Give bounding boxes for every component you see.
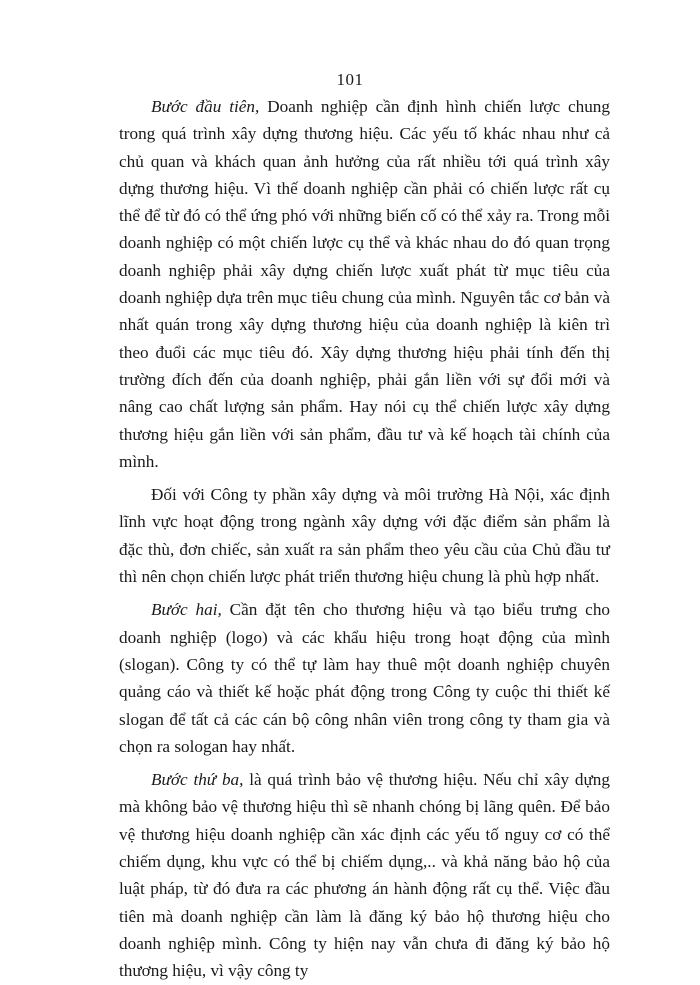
paragraph-step-one — [119, 93, 610, 475]
paragraph-text: là quá trình bảo vệ thương hiệu. Nếu chỉ xây dựng mà không bảo vệ thương hiệu thì sẽ nhanh chóng bị lãng quên. Để bảo vệ thương hiệu doanh nghiệp cần xác định các yếu tố nguy cơ có thể chiếm dụng, khu vực có thể bị chiếm dụng,.. và khả năng bảo hộ của luật pháp, từ đó đưa ra các phương án hành động rất cụ thể. Việc đầu tiên mà doanh nghiệp cần làm là đăng ký bảo hộ thương hiệu cho doanh nghiệp mình. Công ty hiện nay vẫn chưa đi đăng ký bảo hộ thương hiệu, vì vậy công ty — [119, 770, 610, 981]
paragraph-step-three — [119, 766, 610, 984]
paragraph-lead: Bước hai, — [151, 600, 222, 620]
page-number: 101 — [336, 70, 364, 89]
paragraph-text: Cần đặt tên cho thương hiệu và tạo biểu trưng cho doanh nghiệp (logo) và các khẩu hiệu trong hoạt động của mình (slogan). Công ty có thể tự làm hay thuê một doanh nghiệp chuyên quảng cáo và thiết kế hoặc phát động trong Công ty cuộc thi thiết kế slogan để tất cả các cán bộ công nhân viên trong công ty tham gia và chọn ra sologan hay nhất. — [119, 600, 611, 756]
paragraph-text: Đối với Công ty phần xây dựng và môi trường Hà Nội, xác định lĩnh vực hoạt động trong ngành xây dựng với đặc điểm sản phẩm là đặc thù, đơn chiếc, sản xuất ra sản phẩm theo yêu cầu của Chủ đầu tư thì nên chọn chiến lược phát triển thương hiệu chung là phù hợp nhất. — [119, 485, 610, 587]
paragraph-text: Doanh nghiệp cần định hình chiến lược chung trong quá trình xây dựng thương hiệu. Các yếu tố khác nhau như cả chủ quan và khách quan ảnh hưởng của rất nhiều tới quá trình xây dựng thương hiệu. Vì thế doanh nghiệp cần phải có chiến lược rất cụ thể để từ đó có thể ứng phó với những biến cố có thể xảy ra. Trong mỗi doanh nghiệp có một chiến lược cụ thể và khác nhau do đó quan trọng doanh nghiệp phải xây dựng chiến lược xuất phát từ mục tiêu của doanh nghiệp dựa trên mục tiêu chung của mình. Nguyên tắc cơ bản và nhất quán trong xây dựng thương hiệu của doanh nghiệp là kiên trì theo đuổi các mục tiêu đó. Xây dựng thương hiệu phải tính đến thị trường đích đến của doanh nghiệp, phải gắn liền với sự đổi mới và nâng cao chất lượng sản phẩm. Hay nói cụ thể chiến lược xây dựng thương hiệu gắn liền với sản phẩm, đầu tư và kế hoạch tài chính của mình. — [119, 97, 610, 471]
paragraph-company — [119, 481, 610, 590]
paragraph-lead: Bước đầu tiên, — [151, 97, 260, 116]
body-text — [119, 93, 610, 985]
paragraph-lead: Bước thứ ba, — [151, 770, 244, 790]
paragraph-step-two — [119, 596, 610, 760]
